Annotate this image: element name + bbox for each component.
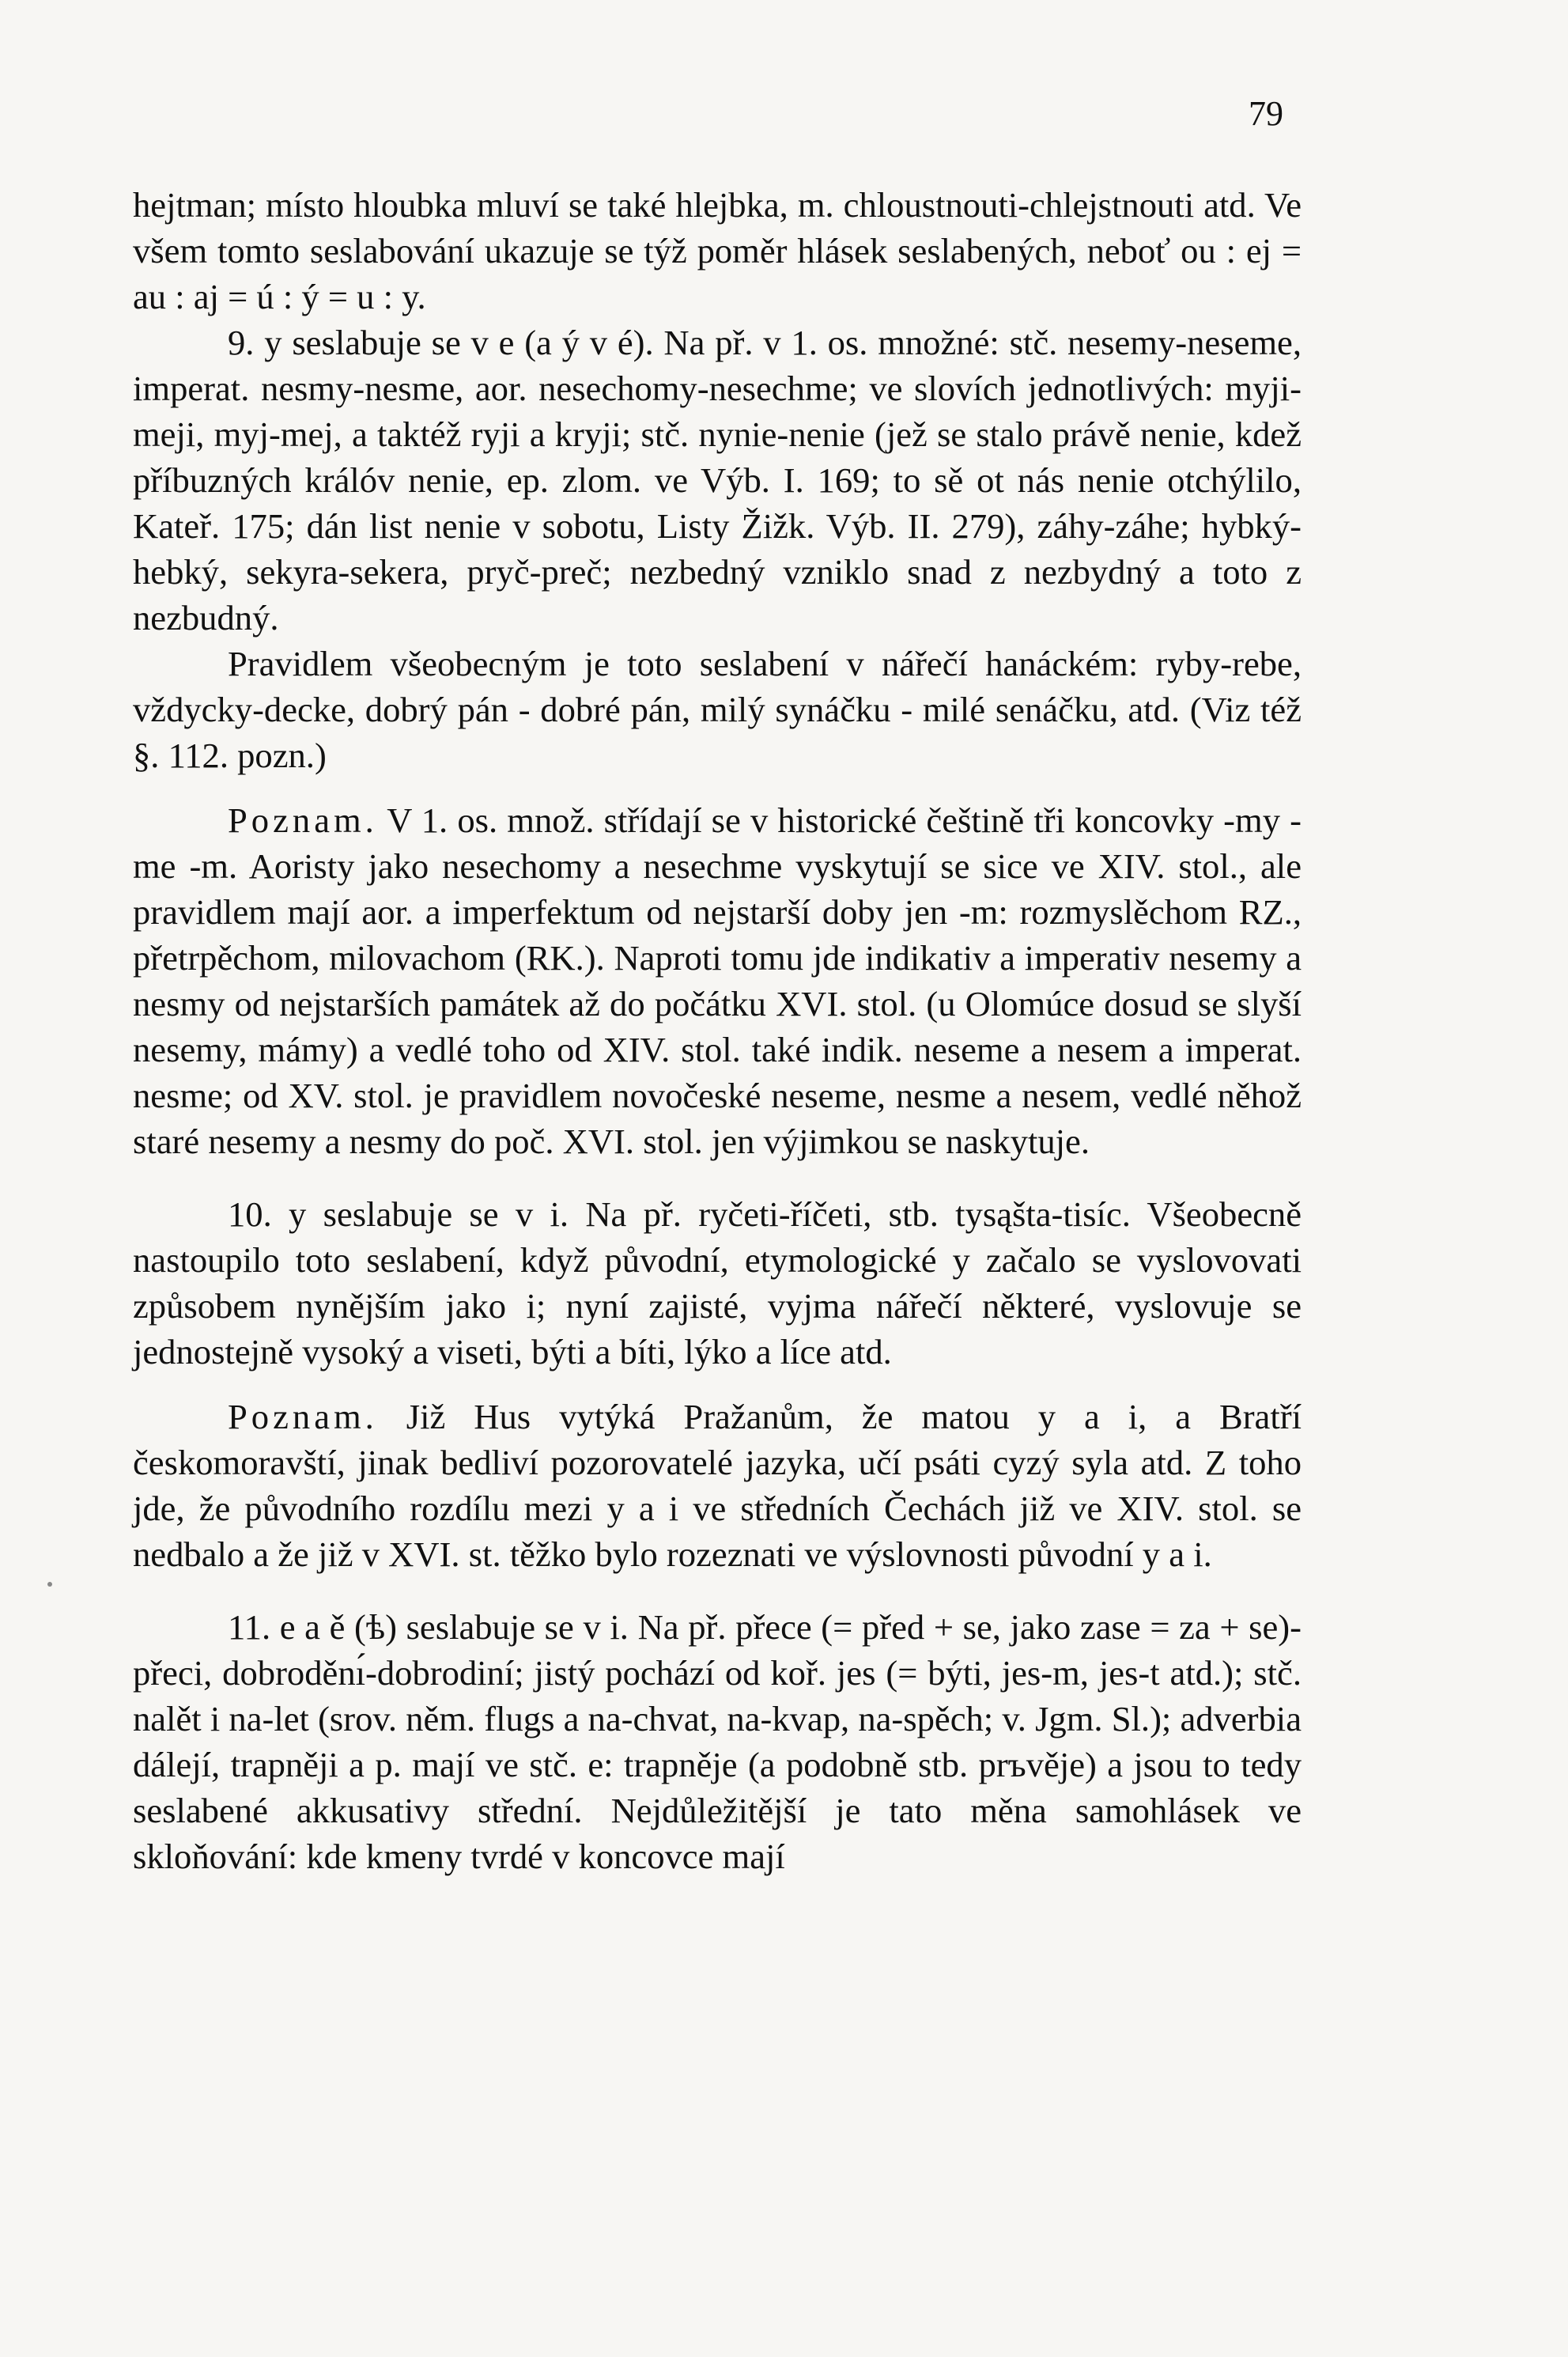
paragraph-hanak-dialect: Pravidlem všeobecným je toto seslabení v nářečí hanáckém: ryby-rebe, vždycky-decke, dobrý pán - dobré pán, milý synáčku - milé senáčku, atd. (Viz též §. 112. pozn.) [133, 644, 1302, 775]
note-label: Poznam. [228, 1397, 378, 1436]
scan-speck [47, 1582, 52, 1587]
paragraph-section-11: 11. e a ě (ѣ) seslabuje se v i. Na př. přece (= před + se, jako zase = za + se)-přeci, dobroděnı́-dobrodiní; jistý pochází od koř. jes (= býti, jes-m, jes-t atd.); stč. nalět i na-let (srov. něm. flugs a na-chvat, na-kvap, na-spěch; v. Jgm. Sl.); adverbia dálejí, trapněji a p. mají ve stč. e: trapněje (a podobně stb. prъvěje) a jsou to tedy seslabené akkusativy střední. Nejdůležitější je tato měna samohlásek ve skloňování: kde kmeny tvrdé v koncovce mají [133, 1607, 1302, 1876]
paragraph-section-10: 10. y seslabuje se v i. Na př. ryčeti-říčeti, stb. tysąšta-tisíc. Všeobecně nastoupilo toto seslabení, když původní, etymologické y začalo se vyslovovati způsobem nynějším jako i; nyní zajisté, vyjma nářečí některé, vyslovuje se jednostejně vysoký a viseti, býti a bíti, lýko a líce atd. [133, 1194, 1302, 1371]
note-paragraph-2 [133, 1394, 1302, 1577]
page-number: 79 [1249, 94, 1283, 133]
page-body [133, 182, 1302, 1879]
note-paragraph-1 [133, 797, 1302, 1164]
paragraph-continuation: hejtman; místo hloubka mluví se také hlejbka, m. chloustnouti-chlejstnouti atd. Ve všem tomto seslabování ukazuje se týž poměr hlásek seslabených, neboť ou : ej = au : aj = ú : ý = u : y. [133, 185, 1302, 316]
paragraph-section-9: 9. y seslabuje se v e (a ý v é). Na př. v 1. os. množné: stč. nesemy-neseme, imperat. nesmy-nesme, aor. nesechomy-nesechme; ve slovích jednotlivých: myji-meji, myj-mej, a taktéž ryji a kryji; stč. nynie-nenie (jež se stalo právě nenie, kdež příbuzných králóv nenie, ep. zlom. ve Výb. I. 169; to sě ot nás nenie otchýlilo, Kateř. 175; dán list nenie v sobotu, Listy Žižk. Výb. II. 279), záhy-záhe; hybký-hebký, sekyra-sekera, pryč-preč; nezbedný vzniklo snad z nezbydný a toto z nezbudný. [133, 323, 1302, 637]
note-text: Již Hus vytýká Pražanům, že matou y a i, a Bratří českomoravští, jinak bedliví pozorovatelé jazyka, učí psáti cyzý syla atd. Z toho jde, že původního rozdílu mezi y a i ve středních Čechách již ve XIV. stol. se nedbalo a že již v XVI. st. těžko bylo rozeznati ve výslovnosti původní y a i. [133, 1397, 1302, 1574]
note-text: V 1. os. množ. střídají se v historické češtině tři koncovky -my -me -m. Aoristy jako nesechomy a nesechme vyskytují se sice ve XIV. stol., ale pravidlem mají aor. a imperfektum od nejstarší doby jen -m: rozmyslěchom RZ., přetrpěchom, milovachom (RK.). Naproti tomu jde indikativ a imperativ nesemy a nesmy od nejstarších památek až do počátku XVI. stol. (u Olomúce dosud se slyší nesemy, mámy) a vedlé toho od XIV. stol. také indik. neseme a nesem a imperat. nesme; od XV. stol. je pravidlem novočeské neseme, nesme a nesem, vedlé něhož staré nesemy a nesmy do poč. XVI. stol. jen výjimkou se naskytuje. [133, 800, 1302, 1161]
note-label: Poznam. [228, 800, 378, 840]
